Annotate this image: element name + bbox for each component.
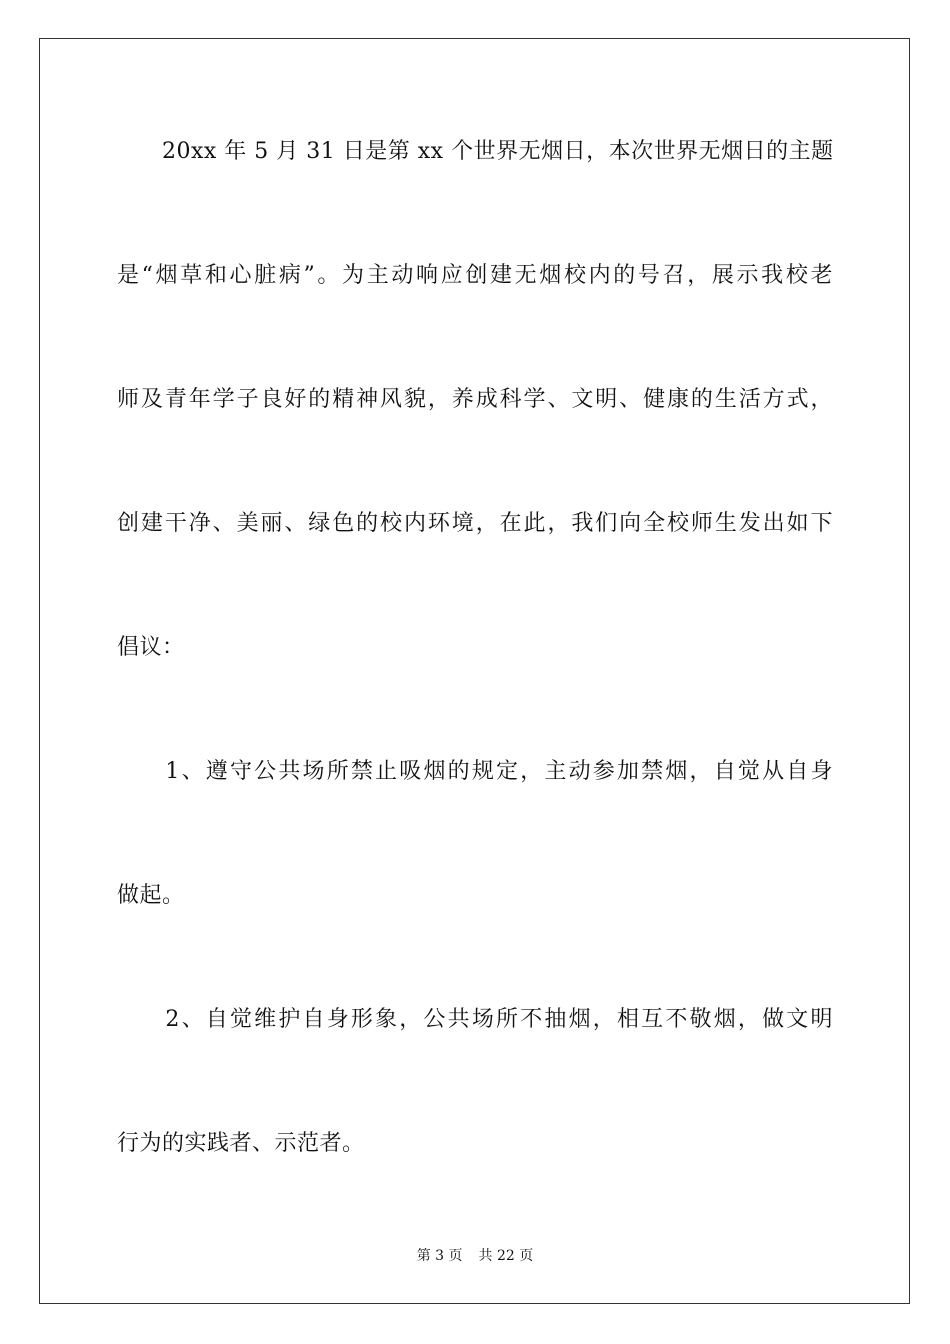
page-footer <box>0 1247 950 1265</box>
paragraph-line: 是“烟草和心脏病”。为主动响应创建无烟校内的号召，展示我校老 <box>117 263 833 288</box>
paragraph-line: 2、自觉维护自身形象，公共场所不抽烟，相互不敬烟，做文明 <box>117 1007 833 1032</box>
paragraph-line: 20xx 年 5 月 31 日是第 xx 个世界无烟日，本次世界无烟日的主题 <box>117 139 834 164</box>
paragraph-line: 行为的实践者、示范者。 <box>117 1131 365 1156</box>
paragraph-line: 创建干净、美丽、绿色的校内环境，在此，我们向全校师生发出如下 <box>117 511 833 536</box>
page-number: 第 3 页 <box>416 1248 463 1264</box>
paragraph-line: 师及青年学子良好的精神风貌，养成科学、文明、健康的生活方式， <box>117 387 833 412</box>
paragraph-line: 倡议： <box>117 635 185 660</box>
page-total: 共 22 页 <box>478 1248 534 1264</box>
paragraph-line: 1、遵守公共场所禁止吸烟的规定，主动参加禁烟，自觉从自身 <box>117 759 833 784</box>
page-border <box>39 38 910 1304</box>
paragraph-line: 做起。 <box>117 883 185 908</box>
